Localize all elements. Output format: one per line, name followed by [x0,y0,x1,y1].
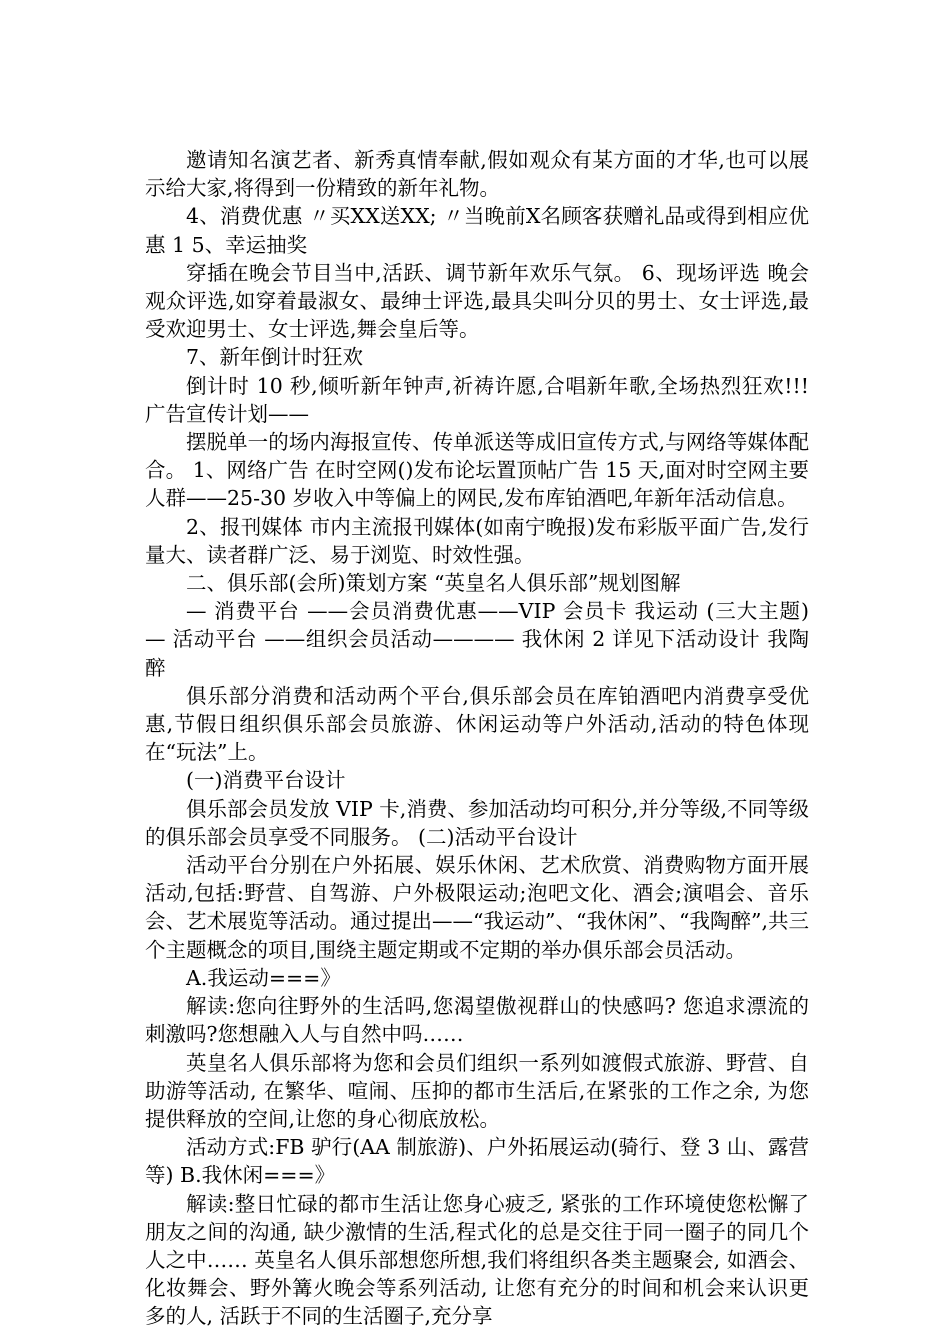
paragraph-vip-card: 俱乐部会员发放 VIP 卡,消费、参加活动均可积分,并分等级,不同等级的俱乐部会员享受不同服务。 (二)活动平台设计 [145,796,809,849]
section-heading-club: 二、俱乐部(会所)策划方案 “英皇名人俱乐部”规划图解 [186,571,681,596]
paragraph-sport-intro: 解读:您向往野外的生活吗,您渴望傲视群山的快感吗? 您追求漂流的刺激吗?您想融入人与自然中吗…… [145,994,809,1047]
subheading-consumption-platform: (一)消费平台设计 [186,768,346,793]
paragraph-sport-methods: 活动方式:FB 驴行(AA 制旅游)、户外拓展运动(骑行、登 3 山、露营等) B.我休闲===》 [145,1135,809,1188]
document-body [145,146,809,1331]
paragraph-activity-platform: 活动平台分别在户外拓展、娱乐休闲、艺术欣赏、消费购物方面开展活动,包括:野营、自驾游、户外极限运动;泡吧文化、酒会;演唱会、音乐会、艺术展览等活动。通过提出——“我运动”、“我休闲”、“我陶醉”,共三个主题概念的项目,围绕主题定期或不定期的举办俱乐部会员活动。 [145,853,809,962]
paragraph-countdown-heading: 7、新年倒计时狂欢 [186,345,364,370]
paragraph-lucky-draw: 穿插在晚会节目当中,活跃、调节新年欢乐气氛。 6、现场评选 晚会观众评选,如穿着最淑女、最绅士评选,最具尖叫分贝的男士、女士评选,最受欢迎男士、女士评选,舞会皇后等。 [145,260,809,342]
paragraph-print-media: 2、报刊媒体 市内主流报刊媒体(如南宁晚报)发布彩版平面广告,发行量大、读者群广泛、易于浏览、时效性强。 [145,514,809,567]
paragraph-sport-detail: 英皇名人俱乐部将为您和会员们组织一系列如渡假式旅游、野营、自助游等活动, 在繁华、喧闹、压抑的都市生活后,在紧张的工作之余, 为您提供释放的空间,让您的身心彻底放松。 [145,1050,809,1131]
subheading-sport: A.我运动===》 [186,965,341,990]
paragraph-leisure-intro: 解读:整日忙碌的都市生活让您身心疲乏, 紧张的工作环境使您松懈了朋友之间的沟通, 缺少激情的生活,程式化的总是交往于同一圈子的同几个人之中…… 英皇名人俱乐部想您所想,我们将组织各类主题聚会, 如酒会、化妆舞会、野外篝火晚会等系列活动, 让您有充分的时间和机会来认识更多的人, 活跃于不同的生活圈子,充分享 [145,1191,809,1329]
paragraph-online-ads: 摆脱单一的场内海报宣传、传单派送等成旧宣传方式,与网络等媒体配合。 1、网络广告 在时空网()发布论坛置顶帖广告 15 天,面对时空网主要人群——25-30 岁收入中等偏上的网民,发布库铂酒吧,年新年活动信息。 [145,430,809,511]
paragraph-consumption-discount: 4、消费优惠 〃买XX送XX; 〃当晚前X名顾客获赠礼品或得到相应优惠 1 5、幸运抽奖 [145,204,809,257]
paragraph-platform-diagram: — 消费平台 ——会员消费优惠——VIP 会员卡 我运动 (三大主题) — 活动平台 ——组织会员活动———— 我休闲 2 详见下活动设计 我陶醉 [145,599,809,680]
paragraph-club-overview: 俱乐部分消费和活动两个平台,俱乐部会员在库铂酒吧内消费享受优惠,节假日组织俱乐部会员旅游、休闲运动等户外活动,活动的特色体现在“玩法”上。 [145,683,809,765]
paragraph-countdown: 倒计时 10 秒,倾听新年钟声,祈祷许愿,合唱新年歌,全场热烈狂欢!!! 广告宣传计划—— [145,373,809,426]
paragraph-invitation: 邀请知名演艺者、新秀真情奉献,假如观众有某方面的才华,也可以展示给大家,将得到一份精致的新年礼物。 [145,148,809,201]
